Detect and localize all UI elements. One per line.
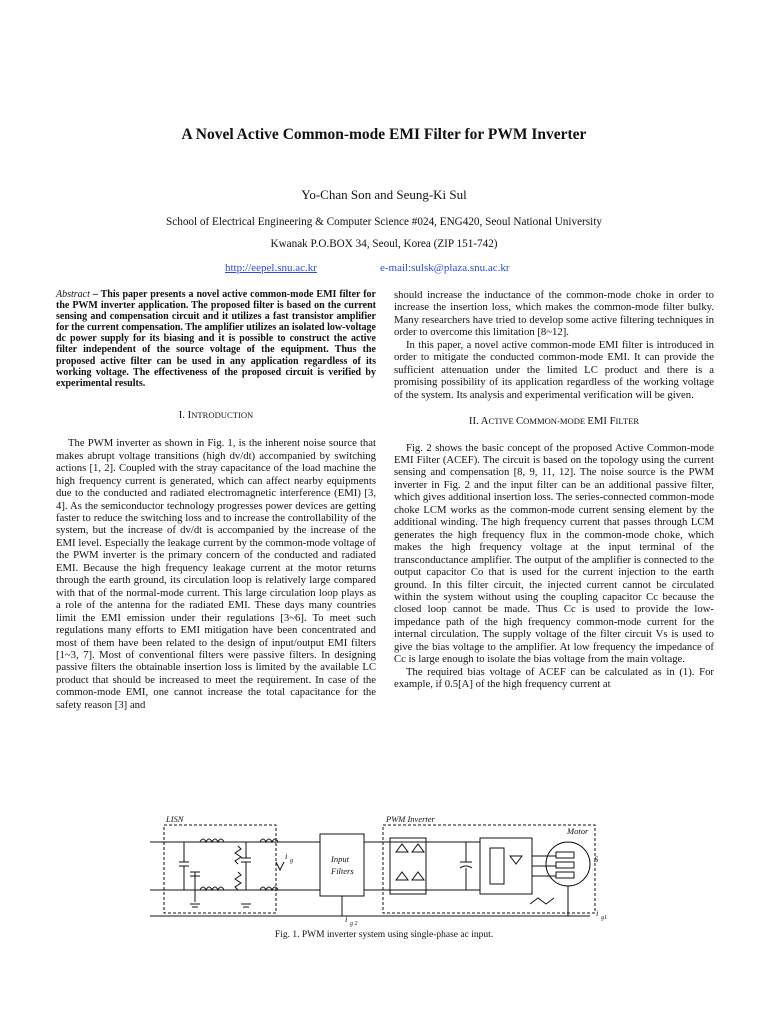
section-heading-introduction: I. INTRODUCTION	[178, 408, 254, 421]
label-ig2: i	[345, 914, 348, 924]
inverter-box	[480, 838, 532, 894]
right-paragraph-1: should increase the inductance of the common-mode choke in order to increase the insertion loss, which makes the common-mode filter bulky. Many researchers have tried to develop some active filtering techniques in order to overcome this limitation [8~12].	[394, 289, 714, 339]
label-lisn: LISN	[166, 814, 184, 824]
label-ig-sub: g	[290, 858, 293, 864]
right-paragraph-3: Fig. 2 shows the basic concept of the proposed Active Common-mode EMI Filter (ACEF). The circuit is based on the topology using the current sensing and compensation [8, 9, 11, 12]. The noise source is the PWM inverter in Fig. 2 and the input filter can be an additional passive filter, which gives additional insertion loss. The series-connected common-mode choke LCM works as the common-mode current sensing element by the additional winding. The high frequency current that passes through LCM generates the high frequency flux in the common-mode choke, which makes the high frequency voltage at the input terminal of the transconductance amplifier. The output of the amplifier is connected to the output capacitor Co that is used for the current injection to the earth ground. In this filter circuit, the injected current cannot be circulated within the system without using the coupling capacitor Cc because the closed loop cannot be made. Thus Cc is used to provide the low-impedance path of the high frequency common-mode current for the internal circulation. The supply voltage of the filter circuit Vs is used to give the bias voltage to the amplifier. At low frequency the impedance of Cc is large enough to isolate the bias voltage from the main voltage.	[394, 441, 714, 666]
affiliation-line-1: School of Electrical Engineering & Computer Science #024, ENG420, Seoul National University	[166, 216, 602, 228]
affiliation-line-2: Kwanak P.O.BOX 34, Seoul, Korea (ZIP 151-742)	[270, 238, 498, 250]
label-ig: i	[285, 851, 288, 861]
authors: Yo-Chan Son and Seung-Ki Sul	[301, 187, 467, 202]
label-ig1-sub: g1	[601, 915, 607, 921]
lisn-box	[164, 825, 276, 913]
label-input: Input	[331, 854, 349, 864]
right-paragraph-4: The required bias voltage of ACEF can be calculated as in (1). For example, if 0.5[A] of the high frequency current at	[394, 665, 714, 691]
label-filters: Filters	[331, 866, 354, 876]
website-link[interactable]: http://eepel.snu.ac.kr	[225, 262, 317, 274]
right-paragraph-2: In this paper, a novel active common-mode EMI filter is introduced in order to mitigate the conducted common-mode EMI. It can provide the sufficient attenuation under the limited LC product and there is a promising possibility of its application regardless of the working voltage of the system. Its analysis and experimental verification will be given.	[394, 338, 714, 401]
abstract	[56, 289, 376, 389]
intro-paragraph: The PWM inverter as shown in Fig. 1, is the inherent noise source that makes abrupt voltage transitions (high dv/dt) accompanied by switching actions [1, 2]. Coupled with the stray capacitance of the load machine the high frequency current is generated, which can affect nearby equipments due to the conducted and radiated electromagnetic interference (EMI) [3, 4]. As the semiconductor technology progresses power devices are getting faster to reduce the switching loss and to increase the controllability of the system, but the increase of dv/dt is accompanied by the increase of the EMI level. Especially the leakage current by the common-mode voltage of the PWM inverter is the primary concern of the conducted and radiated EMI. Because the high frequency leakage current at the motor returns through the earth ground, its circulation loop is relatively large compared with that of the normal-mode current. This large circulation loop plays as a role of the antenna for the radiated EMI. These days many countries limit the EMI emission under their regulations [3~6]. To meet such regulations many efforts to EMI mitigation have been concentrated and most of them have been related to the design of input/output EMI filters [1~3, 7]. Most of conventional filters were passive filters. In designing passive filters the obtainable insertion loss is limited by the available LC product that should be increased to meet the requirement. In case of the common-mode EMI, one cannot increase the total capacitance for the safety reason [3] and	[56, 437, 376, 711]
abstract-label: Abstract	[56, 289, 90, 300]
input-filters-box	[320, 834, 364, 896]
right-column	[394, 289, 714, 691]
motor-symbol	[546, 842, 590, 886]
left-column	[56, 289, 376, 711]
figure-1-caption: Fig. 1. PWM inverter system using single-phase ac input.	[274, 930, 494, 940]
abstract-text: – This paper presents a novel active common-mode EMI filter for the PWM inverter application. The proposed filter is based on the current sensing and compensation circuit and it utilizes a fast transistor amplifier for the current compensation. The amplifier utilizes an isolated low-voltage dc power supply for its biasing and it is possible to construct the active filter independent of the source voltage of the equipment. Thus the proposed active filter can be used in any application regardless of its working voltage. The effectiveness of the proposed circuit is verified by experimental results.	[56, 289, 376, 389]
figure-1-schematic	[150, 812, 620, 929]
label-ig1: i	[596, 908, 599, 918]
email-address: e-mail:sulsk@plaza.snu.ac.kr	[380, 262, 510, 274]
label-s: S	[594, 854, 599, 864]
paper-title: A Novel Active Common-mode EMI Filter for PWM Inverter	[181, 126, 587, 143]
label-motor: Motor	[567, 826, 589, 836]
label-ig2-sub: g 2	[350, 921, 358, 927]
label-pwm-inverter: PWM Inverter	[386, 814, 435, 824]
section-heading-acef: II. ACTIVE COMMON-MODE EMI FILTER	[468, 415, 640, 428]
